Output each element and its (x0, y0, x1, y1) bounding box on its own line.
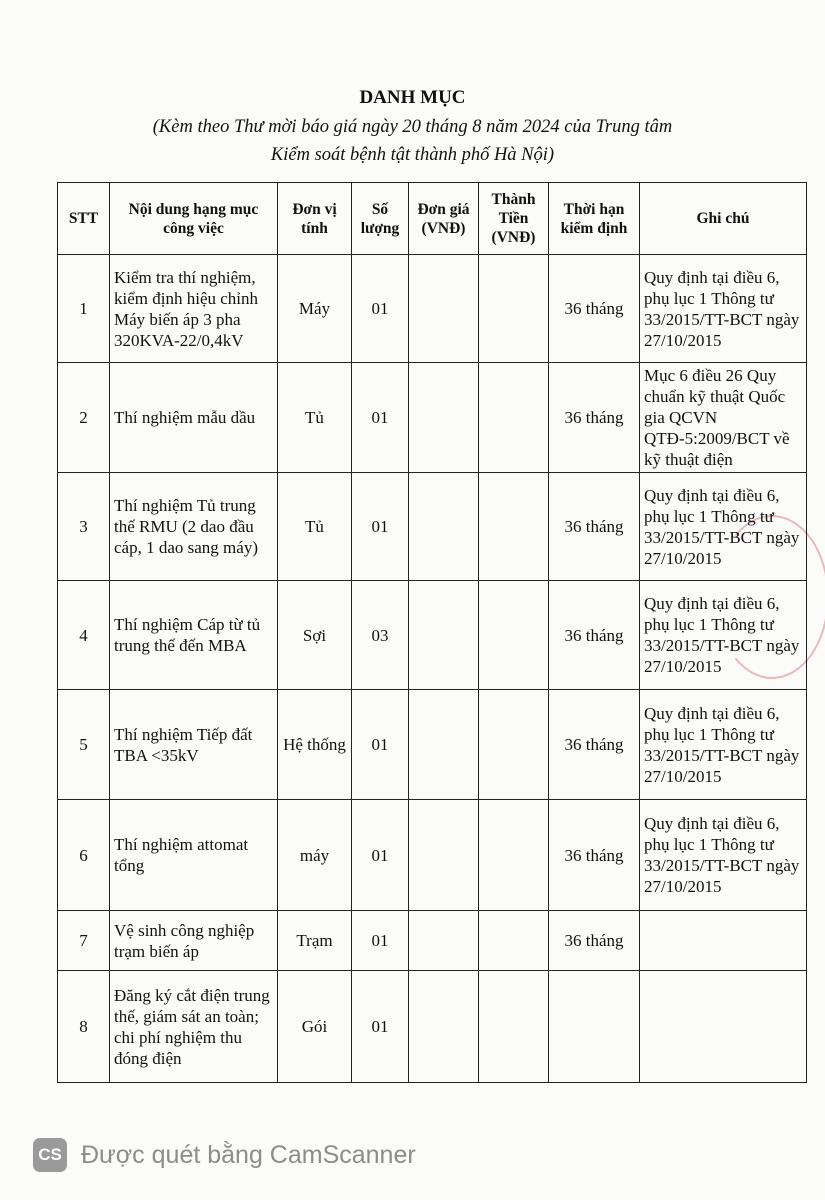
cell-price (409, 800, 479, 911)
cell-qty: 03 (352, 581, 409, 690)
cell-price (409, 473, 479, 581)
cell-total (479, 473, 549, 581)
cell-stt: 1 (58, 255, 110, 363)
cell-total (479, 363, 549, 473)
cell-note: Quy định tại điều 6, phụ lục 1 Thông tư 33/2015/TT-BCT ngày 27/10/2015 (640, 473, 807, 581)
camscanner-logo-icon: CS (33, 1138, 67, 1172)
cell-qty: 01 (352, 690, 409, 800)
cell-qty: 01 (352, 473, 409, 581)
cell-total (479, 971, 549, 1083)
cell-content: Thí nghiệm Tiếp đất TBA <35kV (110, 690, 278, 800)
document-title: DANH MỤC (359, 87, 466, 108)
header-period: Thời hạn kiểm định (549, 183, 640, 255)
cell-stt: 4 (58, 581, 110, 690)
document-subtitle-line2: Kiểm soát bệnh tật thành phố Hà Nội) (270, 145, 555, 165)
cell-qty: 01 (352, 971, 409, 1083)
cell-price (409, 363, 479, 473)
cell-content: Thí nghiệm attomat tổng (110, 800, 278, 911)
table-row (58, 581, 807, 690)
cell-unit: máy (278, 800, 352, 911)
cell-stt: 6 (58, 800, 110, 911)
cell-note: Quy định tại điều 6, phụ lục 1 Thông tư 33/2015/TT-BCT ngày 27/10/2015 (640, 255, 807, 363)
cell-unit: Trạm (278, 911, 352, 971)
cell-stt: 8 (58, 971, 110, 1083)
cell-stt: 2 (58, 363, 110, 473)
cell-stt: 3 (58, 473, 110, 581)
cell-price (409, 690, 479, 800)
cell-total (479, 911, 549, 971)
cell-period: 36 tháng (549, 911, 640, 971)
table-row (58, 911, 807, 971)
header-price: Đơn giá (VNĐ) (409, 183, 479, 255)
cell-price (409, 971, 479, 1083)
cell-content: Đăng ký cắt điện trung thế, giám sát an toàn; chi phí nghiệm thu đóng điện (110, 971, 278, 1083)
cell-price (409, 255, 479, 363)
cell-total (479, 581, 549, 690)
cell-qty: 01 (352, 800, 409, 911)
cell-content: Thí nghiệm Tủ trung thế RMU (2 dao đầu cáp, 1 dao sang máy) (110, 473, 278, 581)
cell-qty: 01 (352, 911, 409, 971)
cell-total (479, 690, 549, 800)
cell-unit: Hệ thống (278, 690, 352, 800)
table-row (58, 800, 807, 911)
cell-period: 36 tháng (549, 255, 640, 363)
header-note: Ghi chú (640, 183, 807, 255)
cell-content: Vệ sinh công nghiệp trạm biến áp (110, 911, 278, 971)
table-row (58, 971, 807, 1083)
header-total: Thành Tiền (VNĐ) (479, 183, 549, 255)
cell-period: 36 tháng (549, 581, 640, 690)
header-qty: Số lượng (352, 183, 409, 255)
cell-unit: Tủ (278, 473, 352, 581)
cell-unit: Máy (278, 255, 352, 363)
cell-period (549, 971, 640, 1083)
table-header-row (58, 183, 807, 255)
cell-total (479, 800, 549, 911)
table-row (58, 473, 807, 581)
cell-note: Quy định tại điều 6, phụ lục 1 Thông tư 33/2015/TT-BCT ngày 27/10/2015 (640, 690, 807, 800)
cell-note: Mục 6 điều 26 Quy chuẩn kỹ thuật Quốc gia QCVN QTĐ-5:2009/BCT về kỹ thuật điện (640, 363, 807, 473)
cell-stt: 5 (58, 690, 110, 800)
cell-period: 36 tháng (549, 473, 640, 581)
cell-content: Thí nghiệm Cáp từ tủ trung thế đến MBA (110, 581, 278, 690)
cell-period: 36 tháng (549, 800, 640, 911)
cell-period: 36 tháng (549, 363, 640, 473)
cell-content: Kiểm tra thí nghiệm, kiểm định hiệu chỉnh Máy biến áp 3 pha 320KVA-22/0,4kV (110, 255, 278, 363)
camscanner-text: Được quét bằng CamScanner (81, 1140, 416, 1169)
header-unit: Đơn vị tính (278, 183, 352, 255)
cell-note: Quy định tại điều 6, phụ lục 1 Thông tư 33/2015/TT-BCT ngày 27/10/2015 (640, 800, 807, 911)
cell-qty: 01 (352, 363, 409, 473)
cell-qty: 01 (352, 255, 409, 363)
cell-unit: Gói (278, 971, 352, 1083)
table-row (58, 690, 807, 800)
header-content: Nội dung hạng mục công việc (110, 183, 278, 255)
cell-stt: 7 (58, 911, 110, 971)
table-row (58, 363, 807, 473)
cell-price (409, 581, 479, 690)
camscanner-watermark (33, 1138, 416, 1172)
table-row (58, 255, 807, 363)
header-stt: STT (58, 183, 110, 255)
document-subtitle-line1: (Kèm theo Thư mời báo giá ngày 20 tháng 8 năm 2024 của Trung tâm (152, 117, 673, 137)
cell-content: Thí nghiệm mẫu dầu (110, 363, 278, 473)
cell-price (409, 911, 479, 971)
catalog-table (57, 182, 807, 1083)
cell-period: 36 tháng (549, 690, 640, 800)
cell-total (479, 255, 549, 363)
cell-note: Quy định tại điều 6, phụ lục 1 Thông tư 33/2015/TT-BCT ngày 27/10/2015 (640, 581, 807, 690)
cell-note (640, 971, 807, 1083)
cell-unit: Sợi (278, 581, 352, 690)
cell-unit: Tủ (278, 363, 352, 473)
cell-note (640, 911, 807, 971)
